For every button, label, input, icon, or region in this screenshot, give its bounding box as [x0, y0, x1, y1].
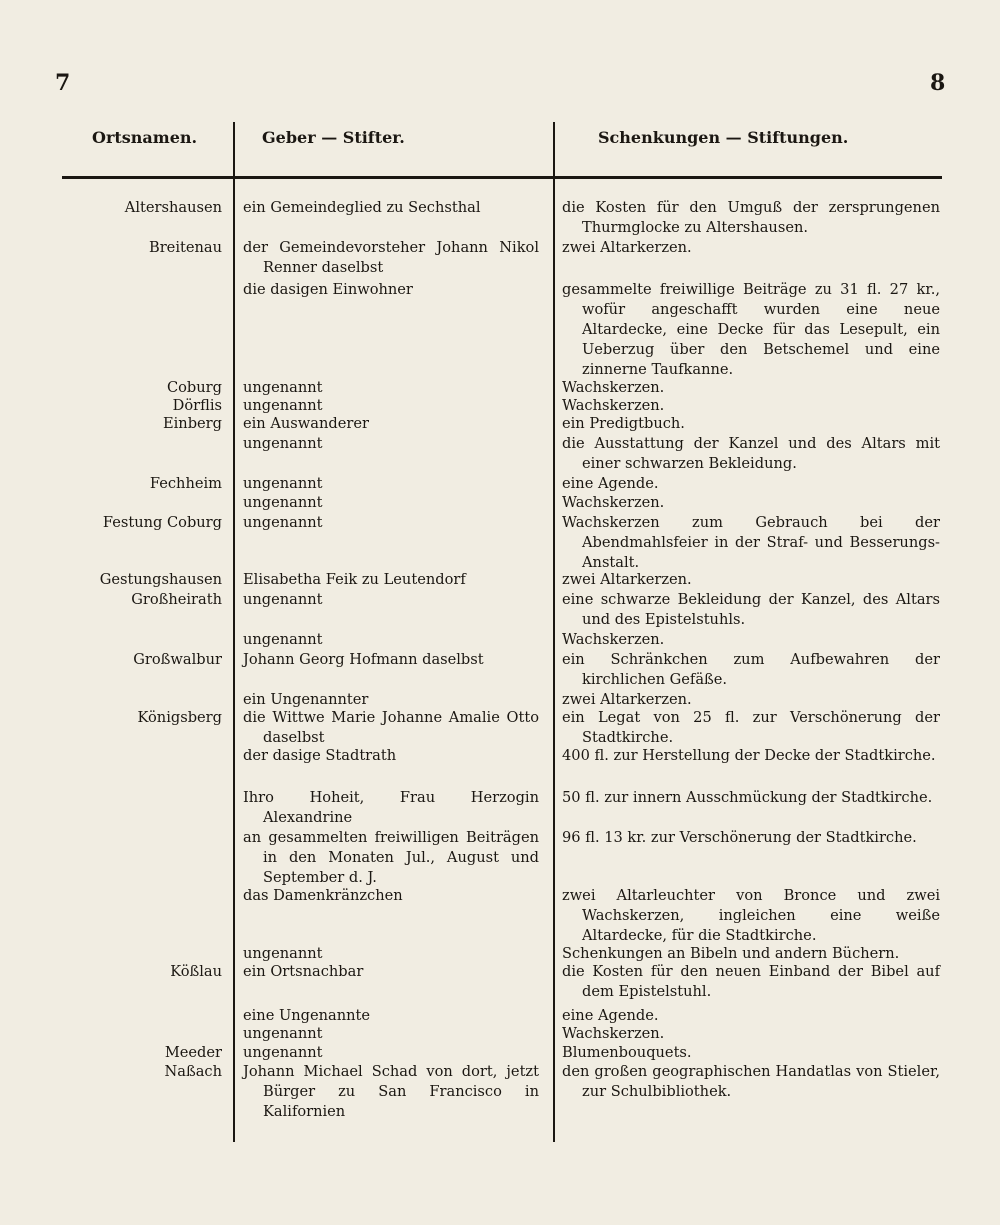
giver-name [243, 788, 539, 828]
giver-name [243, 944, 539, 964]
giver-text: ungenannt [243, 514, 323, 531]
page-number-right: 8 [930, 70, 946, 96]
header-givers: Geber — Stifter. [262, 128, 405, 147]
donation-text: die Ausstattung der Kanzel und des Altars mit einer schwarzen Bekleidung. [562, 435, 940, 472]
giver-name [243, 886, 539, 906]
donation-description [562, 828, 940, 848]
column-divider-1 [233, 122, 235, 1142]
giver-text: ein Auswanderer [243, 415, 369, 432]
donation-text: Wachskerzen. [562, 494, 665, 511]
place-name: Fechheim [149, 475, 222, 492]
giver-name [243, 708, 539, 748]
giver-text: ein Ortsnachbar [243, 963, 364, 980]
giver-text: das Damenkränzchen [243, 887, 403, 904]
donation-text: 400 fl. zur Herstellung der Decke der Stadtkirche. [562, 747, 936, 764]
giver-name [243, 828, 539, 888]
giver-text: Johann Michael Schad von dort, jetzt Bürger zu San Francisco in Kalifornien [243, 1063, 539, 1120]
donation-description [562, 690, 940, 710]
donation-text: Wachskerzen. [562, 631, 665, 648]
donation-text: zwei Altarkerzen. [562, 239, 692, 256]
giver-text: ungenannt [243, 945, 323, 962]
giver-name [243, 198, 539, 218]
donation-description [562, 886, 940, 946]
place-name: Meeder [164, 1044, 222, 1061]
donation-description [562, 1024, 940, 1044]
donation-text: Blumenbouquets. [562, 1044, 692, 1061]
giver-text: Elisabetha Feik zu Leutendorf [243, 571, 466, 588]
giver-name [243, 590, 539, 610]
giver-text: ein Ungenannter [243, 691, 369, 708]
donation-text: eine Agende. [562, 475, 659, 492]
giver-name [243, 1006, 539, 1026]
donation-description [562, 1062, 940, 1102]
donation-text: ein Schränkchen zum Aufbewahren der kirchlichen Gefäße. [562, 651, 940, 688]
donation-description [562, 570, 940, 590]
place-name: Festung Coburg [102, 514, 222, 531]
place-name: Dörflis [172, 397, 222, 414]
giver-name [243, 690, 539, 710]
giver-name [243, 280, 539, 300]
giver-text: ungenannt [243, 379, 323, 396]
place-name: Breitenau [148, 239, 222, 256]
place-name: Kößlau [170, 963, 222, 980]
donation-text: gesammelte freiwillige Beiträge zu 31 fl. 27 kr., wofür angeschafft wurden eine neue Altardecke, eine Decke für das Lesepult, ein Ueberzug über den Betschemel und eine zinnerne Taufkanne. [562, 281, 940, 378]
donation-text: ein Predigtbuch. [562, 415, 685, 432]
header-donations: Schenkungen — Stiftungen. [598, 128, 849, 147]
giver-text: ungenannt [243, 1044, 323, 1061]
place-name: Großwalbur [133, 651, 222, 668]
donation-text: die Kosten für den neuen Einband der Bibel auf dem Epistelstuhl. [562, 963, 940, 1000]
giver-text: ungenannt [243, 591, 323, 608]
header-place-names: Ortsnamen. [92, 128, 198, 147]
place-name: Königsberg [137, 709, 222, 726]
donation-description [562, 414, 940, 434]
donation-text: Schenkungen an Bibeln und andern Büchern. [562, 945, 900, 962]
column-divider-2 [553, 122, 555, 1142]
place-name: Altershausen [124, 199, 222, 216]
giver-name [243, 630, 539, 650]
giver-name [243, 1024, 539, 1044]
donation-description [562, 378, 940, 398]
donation-description [562, 590, 940, 630]
donation-text: die Kosten für den Umguß der zersprungenen Thurmglocke zu Altershausen. [562, 199, 940, 236]
donation-description [562, 630, 940, 650]
donation-text: Wachskerzen zum Gebrauch bei der Abendmahlsfeier in der Straf- und Besserungs-Anstalt. [562, 514, 940, 571]
place-name: Naßach [164, 1063, 222, 1080]
donation-text: zwei Altarkerzen. [562, 691, 692, 708]
donation-description [562, 396, 940, 416]
donation-text: zwei Altarleuchter von Bronce und zwei Wachskerzen, ingleichen eine weiße Altardecke, für die Stadtkirche. [562, 887, 940, 944]
place-name: Gestungshausen [99, 571, 222, 588]
donation-text: eine schwarze Bekleidung der Kanzel, des Altars und des Epistelstuhls. [562, 591, 940, 628]
place-name: Großheirath [131, 591, 222, 608]
donation-text: eine Agende. [562, 1007, 659, 1024]
giver-text: die Wittwe Marie Johanne Amalie Otto daselbst [243, 709, 539, 746]
giver-text: ungenannt [243, 631, 323, 648]
donation-description [562, 493, 940, 513]
donation-text: ein Legat von 25 fl. zur Verschönerung der Stadtkirche. [562, 709, 940, 746]
giver-name [243, 396, 539, 416]
giver-name [243, 493, 539, 513]
giver-name [243, 434, 539, 454]
giver-text: ein Gemeindeglied zu Sechsthal [243, 199, 481, 216]
donation-description [562, 238, 940, 258]
donation-description [562, 1043, 940, 1063]
giver-text: Ihro Hoheit, Frau Herzogin Alexandrine [243, 789, 539, 826]
giver-name [243, 238, 539, 278]
giver-text: ungenannt [243, 475, 323, 492]
page-number-left: 7 [55, 70, 71, 96]
giver-text: der Gemeindevorsteher Johann Nikol Renner daselbst [243, 239, 539, 276]
header-rule [62, 176, 942, 179]
donation-description [562, 962, 940, 1002]
giver-name [243, 650, 539, 670]
giver-text: ungenannt [243, 397, 323, 414]
giver-text: ungenannt [243, 494, 323, 511]
donation-description [562, 434, 940, 474]
giver-name [243, 962, 539, 982]
donation-text: Wachskerzen. [562, 397, 665, 414]
giver-name [243, 378, 539, 398]
giver-text: der dasige Stadtrath [243, 747, 397, 764]
giver-text: ungenannt [243, 435, 323, 452]
donation-description [562, 746, 940, 766]
giver-text: die dasigen Einwohner [243, 281, 413, 298]
giver-text: an gesammelten freiwilligen Beiträgen in den Monaten Jul., August und September d. J. [243, 829, 539, 886]
giver-name [243, 1043, 539, 1063]
donation-description [562, 944, 940, 964]
giver-text: eine Ungenannte [243, 1007, 371, 1024]
donation-text: 96 fl. 13 kr. zur Verschönerung der Stadtkirche. [562, 829, 917, 846]
giver-name [243, 746, 539, 766]
giver-name [243, 474, 539, 494]
donation-description [562, 650, 940, 690]
giver-text: ungenannt [243, 1025, 323, 1042]
giver-text: Johann Georg Hofmann daselbst [243, 651, 484, 668]
donation-description [562, 1006, 940, 1026]
giver-name [243, 570, 539, 590]
giver-name [243, 414, 539, 434]
donation-text: Wachskerzen. [562, 379, 665, 396]
giver-name [243, 1062, 539, 1122]
donation-description [562, 513, 940, 573]
place-name: Coburg [166, 379, 222, 396]
donation-text: den großen geographischen Handatlas von Stieler, zur Schulbibliothek. [562, 1063, 940, 1100]
donation-text: zwei Altarkerzen. [562, 571, 692, 588]
giver-name [243, 513, 539, 533]
donation-text: 50 fl. zur innern Ausschmückung der Stadtkirche. [562, 789, 933, 806]
donation-text: Wachskerzen. [562, 1025, 665, 1042]
donation-description [562, 280, 940, 380]
place-name: Einberg [162, 415, 222, 432]
donation-description [562, 474, 940, 494]
donation-description [562, 788, 940, 808]
donation-description [562, 198, 940, 238]
donation-description [562, 708, 940, 748]
